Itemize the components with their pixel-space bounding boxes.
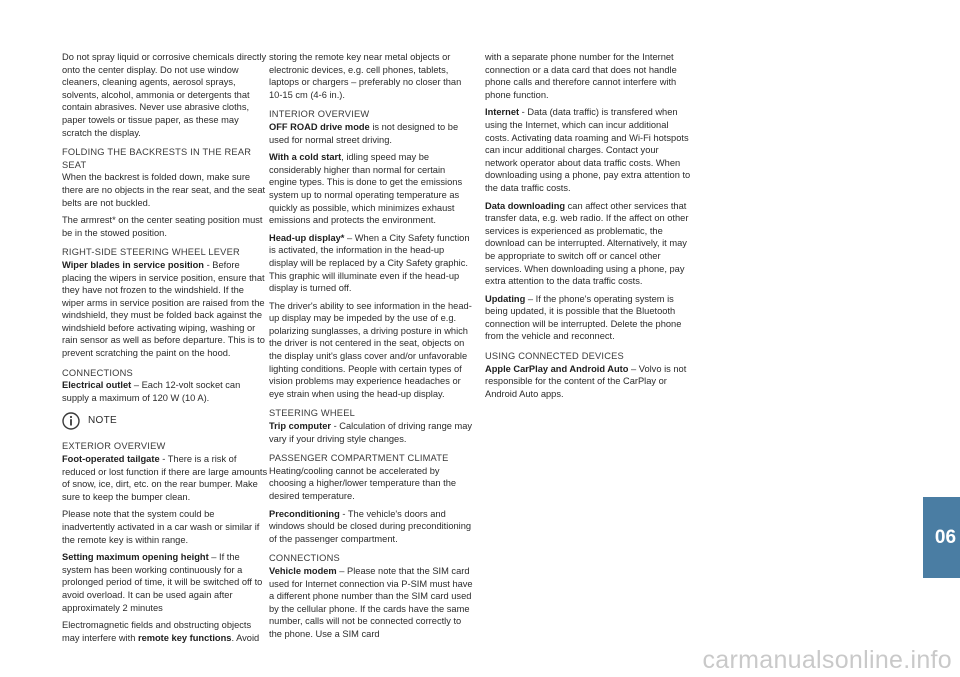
emf-text-post: . Avoid (231, 632, 260, 643)
trip-term: Trip computer (269, 421, 331, 432)
note-callout (62, 412, 268, 430)
tailgate-paragraph (62, 453, 268, 503)
wiper-paragraph (62, 259, 268, 360)
preconditioning-term: Preconditioning (269, 508, 340, 519)
trip-computer-paragraph (269, 420, 475, 445)
section-heading-exterior: EXTERIOR OVERVIEW (62, 441, 166, 452)
info-icon (62, 412, 80, 430)
section-heading-steering-wheel: STEERING WHEEL (269, 408, 355, 419)
tailgate-term: Foot-operated tailgate (62, 454, 160, 465)
section-heading-connections-2: CONNECTIONS (269, 553, 340, 564)
section-heading-interior: INTERIOR OVERVIEW (269, 109, 370, 120)
column-3 (485, 51, 691, 405)
offroad-paragraph (269, 121, 475, 146)
emf-term: remote key functions (137, 632, 232, 643)
hud-text: – When a City Safety function is activated, the information in the head-up display will be replaced by a City Safety graphic. This graphic will illuminate even if the head-up display is turned off. (269, 232, 470, 294)
display-care-paragraph: Do not spray liquid or corrosive chemicals directly onto the center display. Do not use window cleaners, cleaning agents, aerosol sprays, solvents, alcohol, ammonia or detergents that contain abrasives. Never use abrasive cloths, paper towels or tissue paper, as these may scratch the display. (62, 52, 267, 138)
hud-visibility-paragraph: The driver's ability to see information in the head-up display may be impeded by the use of e.g. polarizing sunglasses, a driving posture in which the driver is not centered in the seat, objects on the display unit's glass cover and/or unfavorable lighting conditions. People with certain types of vision problems may experience headaches or eye strain when using the head-up display. (269, 300, 472, 399)
offroad-text: is not designed to be used for normal street driving. (269, 121, 459, 145)
hud-term: Head-up display* (269, 232, 345, 243)
max-height-paragraph (62, 551, 268, 614)
modem-term: Vehicle modem (269, 565, 337, 576)
hud-paragraph (269, 232, 475, 295)
updating-text: – If the phone's operating system is being updated, it is possible that the Bluetooth connection will be interrupted. Delete the phone from the vehicle and reconnect. (485, 293, 682, 342)
inadvertent-activation-paragraph: Please note that the system could be inadvertently activated in a car wash or similar if the remote key is within range. (62, 509, 260, 545)
outlet-text: – Each 12-volt socket can supply a maximum of 120 W (10 A). (62, 380, 241, 403)
updating-paragraph (485, 293, 691, 343)
section-heading-steering-lever: RIGHT-SIDE STEERING WHEEL LEVER (62, 247, 240, 258)
internet-paragraph (485, 106, 691, 194)
watermark: carmanualsonline.info (702, 646, 952, 674)
wiper-term: Wiper blades in service position (62, 259, 204, 270)
updating-term: Updating (485, 293, 526, 304)
emf-text-pre: Electromagnetic fields and obstructing objects may interfere with (62, 620, 252, 643)
section-heading-connections: CONNECTIONS (62, 367, 133, 378)
data-downloading-paragraph (485, 200, 691, 288)
folding-backrest-paragraph: When the backrest is folded down, make sure there are no objects in the rear seat, and the seat belts are not buckled. (62, 172, 266, 208)
preconditioning-paragraph (269, 508, 475, 546)
section-heading-folding-backrests: FOLDING THE BACKRESTS IN THE REAR SEAT (62, 147, 252, 170)
carplay-term: Apple CarPlay and Android Auto (485, 363, 629, 374)
outlet-term: Electrical outlet (62, 380, 132, 391)
downloading-term: Data downloading (485, 200, 566, 211)
column-1 (62, 51, 268, 649)
cold-start-paragraph (269, 151, 475, 227)
outlet-paragraph (62, 379, 268, 404)
carplay-paragraph (485, 363, 691, 401)
max-height-term: Setting maximum opening height (62, 552, 209, 563)
remote-key-continued-paragraph: storing the remote key near metal objects or electronic devices, e.g. cell phones, tablets, laptops or chargers – preferably no closer than 10-15 cm (4-6 in.). (269, 52, 462, 100)
column-2 (269, 51, 475, 646)
sim-continued-paragraph: with a separate phone number for the Internet connection or a data card that does not handle phone calls and therefore cannot interfere with phone function. (485, 52, 677, 100)
internet-text: - Data (data traffic) is transfered when using the Internet, which can incur additional costs. Activating data roaming and Wi-Fi hotspots can incur additional charges. Contact your network operator about data traffic costs. When downloading using a phone, pay extra attention to the data traffic costs. (485, 107, 691, 193)
chapter-tab (923, 497, 960, 578)
note-label: NOTE (88, 415, 117, 427)
armrest-paragraph: The armrest* on the center seating position must be in the stowed position. (62, 215, 263, 238)
cold-start-term: With a cold start (269, 152, 342, 163)
carplay-text: – Volvo is not responsible for the content of the CarPlay or Android Auto apps. (485, 363, 687, 399)
section-heading-connected-devices: USING CONNECTED DEVICES (485, 351, 624, 362)
trip-text: - Calculation of driving range may vary if your driving style changes. (269, 421, 473, 444)
vehicle-modem-paragraph (269, 565, 475, 641)
max-height-text: – If the system has been working continuously for a prolonged period of time, it will be switched off to avoid overload. It can be used again after approximately 2 minutes (62, 552, 263, 613)
section-heading-climate: PASSENGER COMPARTMENT CLIMATE (269, 453, 449, 464)
emf-paragraph (62, 619, 268, 644)
climate-paragraph: Heating/cooling cannot be accelerated by choosing a higher/lower temperature than the desired temperature. (269, 465, 457, 501)
cold-start-text: , idling speed may be considerably higher than normal for certain engine types. This is done to get the emissions system up to normal operating temperature as quickly as possible, which minimizes exhaust emissions and protects the environment. (269, 152, 463, 226)
downloading-text: can affect other services that transfer data, e.g. web radio. If the affect on other services is experienced as problematic, the download can be interrupted. Alternatively, it may be appropriate to switch off or cancel other services. When downloading using a phone, pay extra attention to the data traffic costs. (485, 200, 689, 287)
tailgate-text: - There is a risk of reduced or lost function if there are large amounts of snow, ice, dirt, etc. on the rear bumper. Make sure to keep the bumper clean. (62, 454, 268, 502)
internet-term: Internet (485, 107, 520, 118)
chapter-number: 06 (934, 526, 957, 548)
offroad-term: OFF ROAD drive mode (269, 121, 370, 132)
preconditioning-text: - The vehicle's doors and windows should be closed during preconditioning of the passenger compartment. (269, 508, 472, 544)
wiper-text: - Before placing the wipers in service position, ensure that they have not frozen to the windshield. If the wiper arms in service position are raised from the windshield, they must be folded back against the windshield before activating wiping, washing or rain sensor as well as before departure. This is to prevent scratching the paint on the hood. (62, 259, 265, 359)
modem-text: – Please note that the SIM card used for Internet connection via P-SIM must have a different phone number than the SIM card used by the cellular phone. If the cards have the same number, calls will not be connected correctly to the phone. Use a SIM card (269, 565, 473, 639)
